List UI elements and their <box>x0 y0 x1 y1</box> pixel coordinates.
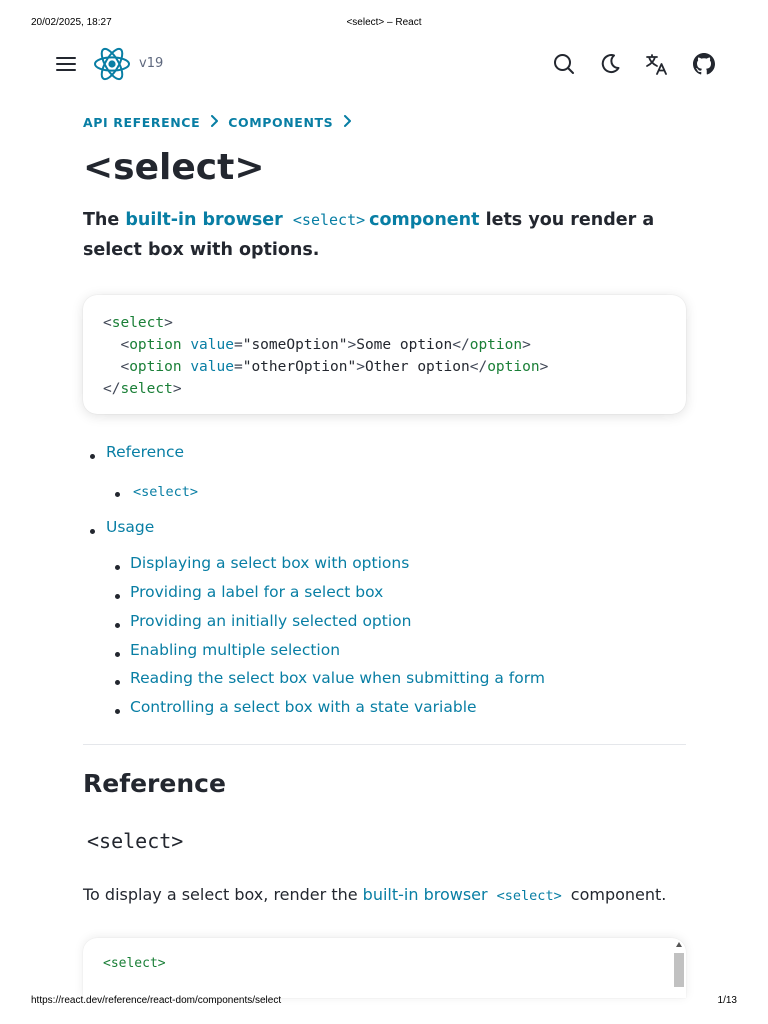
para-text: To display a select box, render the <box>83 885 363 904</box>
translate-icon[interactable] <box>637 44 677 84</box>
moon-icon[interactable] <box>590 44 630 84</box>
code-example-2[interactable] <box>83 938 686 998</box>
intro-text-end: lets you render a select box with options. <box>83 210 655 260</box>
intro-link-text: built-in browser <box>125 210 283 230</box>
print-page-title: <select> – React <box>346 17 422 28</box>
breadcrumb-components[interactable]: COMPONENTS <box>228 114 334 130</box>
print-page-number: 1/13 <box>717 995 737 1006</box>
para-link-text: built-in browser <box>362 885 488 904</box>
bullet <box>90 454 95 459</box>
print-footer <box>0 995 768 1009</box>
code-line: <option value="someOption">Some option</option> <box>120 337 531 353</box>
toc-link-usage-item[interactable]: Displaying a select box with options <box>130 554 410 572</box>
code-line: <select> <box>103 315 173 331</box>
select-subheading: <select> <box>87 829 184 853</box>
print-datetime: 20/02/2025, 18:27 <box>31 17 112 28</box>
menu-icon[interactable] <box>46 44 86 84</box>
react-logo[interactable] <box>92 44 132 84</box>
code-example[interactable] <box>83 295 686 414</box>
bullet <box>115 594 120 599</box>
toc-link-usage-item[interactable]: Enabling multiple selection <box>130 641 341 659</box>
toc-link-usage-item[interactable]: Reading the select box value when submitting a form <box>130 669 545 687</box>
print-url: https://react.dev/reference/react-dom/components/select <box>31 995 282 1006</box>
bullet <box>115 623 120 628</box>
bullet <box>115 565 120 570</box>
bullet <box>115 709 120 714</box>
intro-inline-code: <select> <box>292 211 366 229</box>
print-header <box>0 17 768 31</box>
bullet <box>115 492 120 497</box>
reference-link-builtin[interactable] <box>363 885 566 904</box>
breadcrumb-api-reference[interactable]: API REFERENCE <box>83 114 201 130</box>
search-icon[interactable] <box>544 44 584 84</box>
para-inline-code: <select> <box>496 888 562 904</box>
intro-text: The <box>83 210 126 230</box>
toc-link-usage-item[interactable]: Providing an initially selected option <box>130 612 412 630</box>
chevron-right-icon <box>343 115 351 130</box>
version-label[interactable]: v19 <box>139 56 164 71</box>
code-line: <option value="otherOption">Other option</option> <box>120 359 549 375</box>
bullet <box>90 529 95 534</box>
reference-paragraph <box>83 883 666 908</box>
code-line: <select> <box>103 956 166 971</box>
intro-link-builtin[interactable] <box>125 210 479 230</box>
toc-link-usage-item[interactable]: Controlling a select box with a state variable <box>130 698 477 716</box>
top-navigation <box>0 44 768 84</box>
scrollbar[interactable] <box>674 942 684 998</box>
page-title: <select> <box>83 147 265 188</box>
toc-link-usage[interactable]: Usage <box>106 518 155 536</box>
toc-link-usage-item[interactable]: Providing a label for a select box <box>130 583 384 601</box>
toc-link-select[interactable]: <select> <box>133 484 199 500</box>
chevron-right-icon <box>210 115 218 130</box>
scroll-thumb[interactable] <box>674 953 684 987</box>
code-line: </select> <box>103 381 182 397</box>
reference-heading: Reference <box>83 769 226 798</box>
section-divider <box>83 744 686 745</box>
github-icon[interactable] <box>684 44 724 84</box>
bullet <box>115 652 120 657</box>
scroll-up-arrow-icon[interactable] <box>676 942 682 947</box>
breadcrumb <box>83 113 686 131</box>
intro-paragraph <box>83 205 686 265</box>
intro-link-text-2: component <box>369 210 480 230</box>
para-text-end: component. <box>565 885 667 904</box>
bullet <box>115 680 120 685</box>
toc-link-reference[interactable]: Reference <box>106 443 185 461</box>
